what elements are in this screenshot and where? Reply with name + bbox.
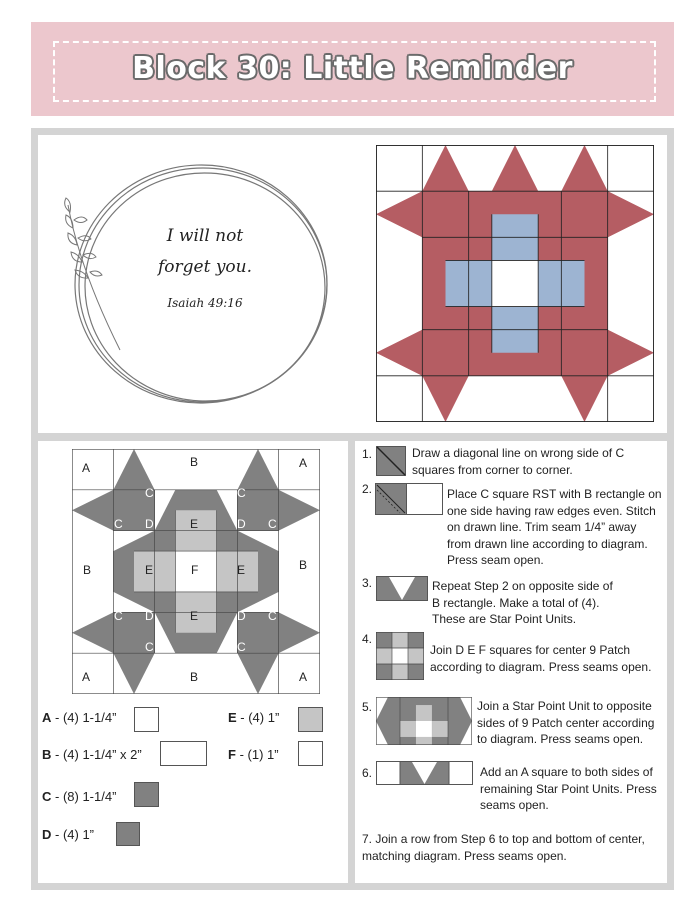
material-b: B - (4) 1-1/4” x 2” [42, 747, 142, 762]
material-e: E - (4) 1” [228, 710, 280, 725]
step-5-number: 5. [362, 700, 373, 714]
step-6-diagram [376, 761, 473, 785]
label-b: B [83, 563, 92, 577]
label-c: C [237, 640, 246, 654]
page-title: Block 30: Little Reminder [132, 51, 573, 86]
step-2-text: Place C square RST with B rectangle on one side having raw edges even. Stitch on drawn line. Trim seam 1/4” away from drawn line according to diagram. Press seam open. [447, 487, 662, 567]
material-d: D - (4) 1” [42, 827, 95, 842]
label-b: B [190, 455, 199, 469]
label-c: C [268, 517, 277, 531]
label-a: A [299, 456, 308, 470]
label-e: E [190, 609, 199, 623]
material-c: C - (8) 1-1/4” [42, 789, 117, 804]
step-3-number: 3. [362, 576, 373, 590]
label-c: C [268, 609, 277, 623]
material-f: F - (1) 1” [228, 747, 279, 762]
label-b: B [190, 670, 199, 684]
step-2-diagram [375, 483, 443, 515]
label-c: C [114, 517, 123, 531]
swatch-d [116, 822, 140, 846]
wreath-illustration [40, 150, 340, 430]
step-4-diagram [376, 632, 424, 680]
swatch-c [134, 782, 159, 807]
label-d: D [145, 517, 154, 531]
step-6-number: 6. [362, 766, 373, 780]
step-4-text: Join D E F squares for center 9 Patch according to diagram. Press seams open. [430, 643, 652, 674]
swatch-e [298, 707, 323, 732]
label-a: A [82, 670, 91, 684]
label-c: C [145, 486, 154, 500]
step-1-diagram [376, 446, 406, 476]
step-4-number: 4. [362, 632, 373, 646]
label-d: D [237, 609, 246, 623]
label-a: A [299, 670, 308, 684]
label-b: B [299, 558, 308, 572]
label-a: A [82, 461, 91, 475]
swatch-f [298, 741, 323, 766]
label-e: E [145, 563, 154, 577]
step-3-diagram [376, 576, 428, 601]
step-3-text: Repeat Step 2 on opposite side of B rectangle. Make a total of (4). These are Star Point Units. [432, 579, 613, 626]
label-f: F [191, 563, 199, 577]
step-5-text: Join a Star Point Unit to opposite sides of 9 Patch center according to diagram. Press seams open. [477, 699, 655, 746]
label-d: D [237, 517, 246, 531]
material-a: A - (4) 1-1/4” [42, 710, 117, 725]
step-2-number: 2. [362, 482, 373, 496]
center-white-square [492, 260, 538, 306]
step-1-number: 1. [362, 447, 373, 461]
step-5-diagram [376, 697, 472, 745]
label-c: C [114, 609, 123, 623]
label-d: D [145, 609, 154, 623]
step-1-text: Draw a diagonal line on wrong side of C squares from corner to corner. [412, 446, 625, 477]
label-e: E [190, 517, 199, 531]
verse-line-2: forget you. [157, 257, 253, 277]
label-c: C [145, 640, 154, 654]
swatch-b [160, 741, 207, 766]
step-7-text: 7. Join a row from Step 6 to top and bottom of center, matching diagram. Press seams open. [362, 832, 645, 863]
step-6-text: Add an A square to both sides of remaining Star Point Units. Press seams open. [480, 765, 657, 812]
verse-line-1: I will not [166, 226, 244, 246]
verse-reference: Isaiah 49:16 [167, 296, 243, 310]
quilt-block-colored [376, 145, 654, 422]
label-c: C [237, 486, 246, 500]
swatch-a [134, 707, 159, 732]
label-e: E [237, 563, 246, 577]
